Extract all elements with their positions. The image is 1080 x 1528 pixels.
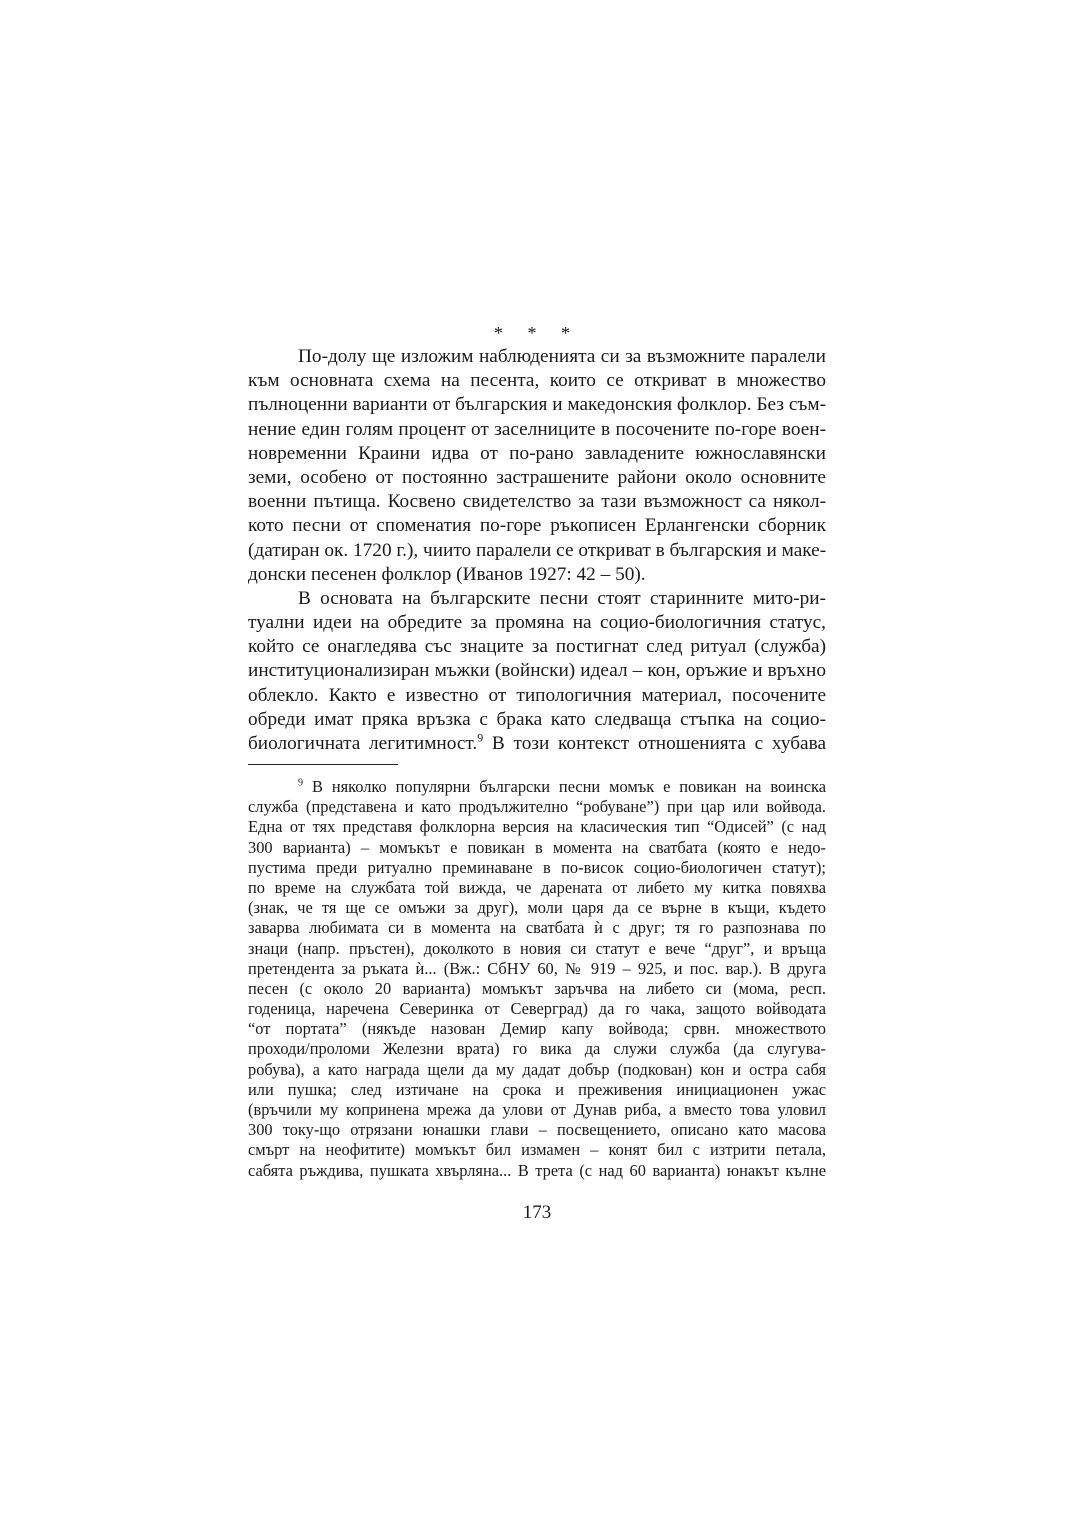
- page-number: 173: [522, 1202, 552, 1223]
- footnote-block: [248, 777, 826, 1181]
- footnote-line: “от портата” (някъде назован Демир капу войвода; срвн. множеството: [248, 1019, 826, 1039]
- footnote-line: смърт на неофитите) момъкът бил измамен – конят бил с изтрити петала,: [248, 1140, 826, 1160]
- text-line: туални идеи на обредите за промяна на социо-биологичния статус,: [248, 612, 826, 634]
- footnote-line: (знак, че тя ще се омъжи за друг), моли царя да се върне в къщи, където: [248, 898, 826, 918]
- footnote-line: Една от тях представя фолклорна версия на класическия тип “Одисей” (с над: [248, 817, 826, 837]
- text-fragment: В този контекст отношенията с хубава: [483, 733, 827, 754]
- text-line: земи, особено от постоянно застрашените райони около основните: [248, 466, 826, 488]
- footnote-line: служба (представена и като продължително “робуване”) при цар или войвода.: [248, 797, 826, 817]
- footnote-marker: 9: [298, 777, 304, 789]
- text-line: облекло. Както е известно от типологичния материал, посочените: [248, 684, 826, 706]
- footnote-line: робува), а като награда щели да му дадат добър (подкован) кон и остра сабя: [248, 1059, 826, 1079]
- text-fragment: В няколко популярни български песни момък е повикан на воинска: [303, 777, 826, 796]
- text-line: нение един голям процент от заселниците в посочените по-горе воен-: [248, 418, 826, 440]
- footnote-divider: [248, 764, 398, 765]
- footnote-line: 300 току-що отрязани юнашки глави – посвещението, описано като масова: [248, 1120, 826, 1140]
- main-text: [248, 345, 826, 756]
- document-page: [248, 0, 826, 1528]
- section-separator: * * *: [494, 323, 580, 343]
- text-line: към основната схема на песента, които се откриват в множество: [248, 370, 826, 392]
- text-line: По-долу ще изложим наблюденията си за възможните паралели: [298, 346, 826, 367]
- footnote-line: заварва любимата си в момента на сватбата ѝ с друг; тя го разпознава по: [248, 918, 826, 938]
- text-line: който се онагледява със знаците за постигнат след ритуал (служба): [248, 636, 826, 658]
- footnote-line: [248, 777, 826, 797]
- footnote-line: по време на службата той вижда, че дарената от либето му китка повяхва: [248, 877, 826, 897]
- footnote-ref[interactable]: 9: [477, 730, 484, 745]
- text-fragment: биологичната легитимност.: [248, 733, 478, 754]
- footnote-line: проходи/проломи Железни врата) го вика да служи служба (да слугува-: [248, 1039, 826, 1059]
- text-line: донски песенен фолклор (Иванов 1927: 42 – 50).: [248, 563, 646, 585]
- text-line: (датиран ок. 1720 г.), чиито паралели се откриват в българския и маке-: [248, 539, 827, 561]
- text-line: пълноценни варианти от българския и македонския фолклор. Без съм-: [248, 394, 826, 416]
- text-line: обреди имат пряка връзка с брака като следваща стъпка на социо-: [248, 708, 826, 730]
- footnote-line: претендента за ръката ѝ... (Вж.: СбНУ 60, № 919 – 925, и пос. вар.). В друга: [248, 958, 826, 978]
- footnote-line: 300 варианта) – момъкът е повикан в момента на сватбата (която е недо-: [248, 837, 826, 857]
- footnote-line: знаци (напр. пръстен), доколкото в новия си статут е вече “друг”, и връща: [248, 938, 826, 958]
- footnote-line: или пушка; след изтичане на срока и преживения инициационен ужас: [248, 1079, 826, 1099]
- footnote-line: (връчили му копринена мрежа да улови от Дунав риба, а вместо това уловил: [248, 1100, 826, 1119]
- text-line: военни пътища. Косвено свидетелство за тази възможност са някол-: [248, 491, 826, 513]
- text-line: В основата на българските песни стоят старинните мито-ри-: [298, 587, 826, 609]
- footnote-line: годеница, наречена Северинка от Северград) да го чака, защото войводата: [248, 999, 826, 1019]
- text-line: новременни Краини идва от по-рано завладените южнославянски: [248, 442, 826, 464]
- footnote-line: сабята ръждива, пушката хвърляна... В трета (с над 60 варианта) юнакът кълне: [248, 1160, 826, 1180]
- text-line: институционализиран мъжки (войнски) идеал – кон, оръжие и връхно: [248, 660, 826, 682]
- text-line: кото песни от споменатия по-горе ръкописен Ерлангенски сборник: [248, 515, 826, 537]
- footnote-line: песен (с около 20 варианта) момъкът заръчва на либето си (мома, респ.: [248, 978, 826, 998]
- footnote-line: пустима преди ритуално преминаване в по-висок социо-биологичен статут);: [248, 857, 826, 877]
- text-line-with-footnote-ref: [248, 732, 826, 756]
